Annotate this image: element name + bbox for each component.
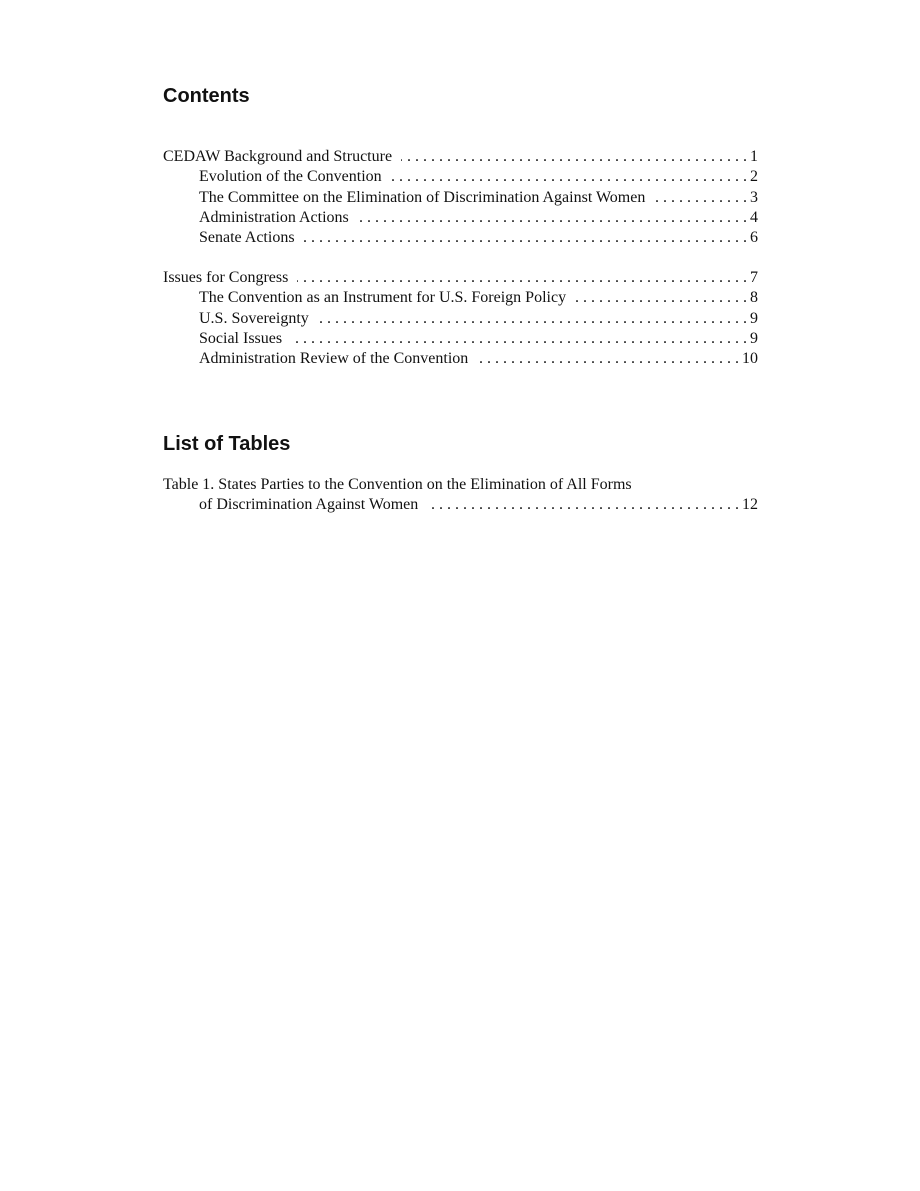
dot-leader — [304, 228, 747, 248]
list-of-tables-heading: List of Tables — [163, 433, 291, 455]
toc-entry-page: 4 — [750, 208, 758, 226]
dot-leader — [297, 268, 747, 288]
toc-entry-title: The Convention as an Instrument for U.S. Foreign Policy — [199, 289, 567, 307]
dot-leader — [427, 495, 739, 515]
toc-entry-page: 9 — [750, 309, 758, 327]
toc-entry-page: 2 — [750, 168, 758, 186]
toc-section — [163, 268, 758, 369]
dot-leader — [401, 147, 747, 167]
toc-entry-title: Administration Actions — [199, 208, 349, 226]
toc-subentry[interactable] — [163, 349, 758, 369]
dot-leader — [654, 188, 747, 208]
dot-leader — [477, 349, 739, 369]
toc-entry[interactable] — [163, 147, 758, 167]
toc-entry-page: 7 — [750, 269, 758, 286]
toc-entry-title: Issues for Congress — [163, 269, 289, 286]
toc-entry-title: CEDAW Background and Structure — [163, 148, 393, 165]
toc-entry-title: The Committee on the Elimination of Discrimination Against Women — [199, 188, 646, 206]
dot-leader — [318, 309, 747, 329]
contents-heading: Contents — [163, 85, 250, 107]
toc-subentry[interactable] — [163, 329, 758, 349]
table-entry-page: 12 — [742, 496, 758, 514]
toc-entry-page: 6 — [750, 229, 758, 247]
toc-subentry[interactable] — [163, 208, 758, 228]
toc-subentry[interactable] — [163, 288, 758, 308]
dot-leader — [291, 329, 747, 349]
toc-entry[interactable] — [163, 268, 758, 288]
toc-section — [163, 147, 758, 248]
toc-entry-page: 10 — [742, 350, 758, 368]
dot-leader — [391, 167, 747, 187]
toc-entry-title: U.S. Sovereignty — [199, 309, 309, 327]
toc-entry-page: 9 — [750, 329, 758, 347]
toc-entry-page: 8 — [750, 289, 758, 307]
toc-entry-title: Administration Review of the Convention — [199, 350, 469, 368]
toc-entry-title: Social Issues — [199, 329, 283, 347]
toc-subentry[interactable] — [163, 167, 758, 187]
toc-subentry[interactable] — [163, 228, 758, 248]
table-entry-title-line1: Table 1. States Parties to the Convention on the Elimination of All Forms — [163, 476, 632, 493]
toc-entry-page: 3 — [750, 188, 758, 206]
dot-leader — [575, 288, 747, 308]
toc-subentry[interactable] — [163, 309, 758, 329]
table-entry-title-line2: of Discrimination Against Women — [199, 496, 419, 514]
toc-entry-title: Evolution of the Convention — [199, 168, 382, 186]
list-of-tables — [163, 475, 758, 516]
dot-leader — [358, 208, 747, 228]
table-entry[interactable] — [163, 475, 758, 516]
toc-entry-page: 1 — [750, 148, 758, 165]
table-entry-continuation — [163, 495, 758, 515]
toc-subentry[interactable] — [163, 188, 758, 208]
toc-entry-title: Senate Actions — [199, 229, 295, 247]
